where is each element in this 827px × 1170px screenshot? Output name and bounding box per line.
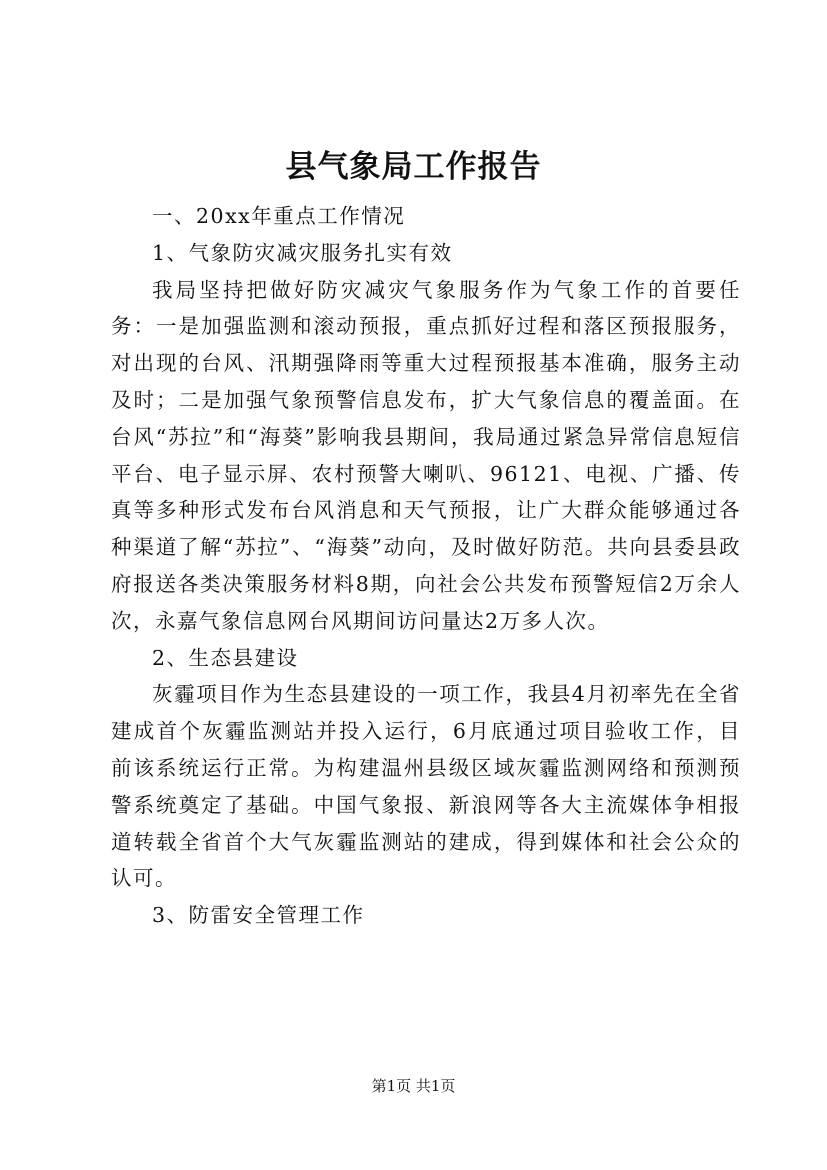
document-body xyxy=(111,198,741,934)
page-footer: 第1页 共1页 xyxy=(371,1077,456,1095)
subsection-heading-3: 3、防雷安全管理工作 xyxy=(152,903,365,928)
paragraph-disaster-service: 我局坚持把做好防灾减灾气象服务作为气象工作的首要任务：一是加强监测和滚动预报，重点抓好过程和落区预报服务，对出现的台风、汛期强降雨等重大过程预报基本准确，服务主动及时；二是加强气象预警信息发布，扩大气象信息的覆盖面。在台风“苏拉”和“海葵”影响我县期间，我局通过紧急异常信息短信平台、电子显示屏、农村预警大喇叭、96121、电视、广播、传真等多种形式发布台风消息和天气预报，让广大群众能够通过各种渠道了解“苏拉”、“海葵”动向，及时做好防范。共向县委县政府报送各类决策服务材料8期，向社会公共发布预警短信2万余人次，永嘉气象信息网台风期间访问量达2万多人次。 xyxy=(111,277,741,633)
subsection-heading-2: 2、生态县建设 xyxy=(152,645,299,670)
paragraph-eco-county: 灰霾项目作为生态县建设的一项工作，我县4月初率先在全省建成首个灰霾监测站并投入运行，6月底通过项目验收工作，目前该系统运行正常。为构建温州县级区域灰霾监测网络和预测预警系统奠定了基础。中国气象报、新浪网等各大主流媒体争相报道转载全省首个大气灰霾监测站的建成，得到媒体和社会公众的认可。 xyxy=(111,682,741,891)
document-title: 县气象局工作报告 xyxy=(285,149,542,185)
subsection-heading-1: 1、气象防灾减灾服务扎实有效 xyxy=(152,240,453,265)
section-heading-1: 一、20xx年重点工作情况 xyxy=(152,204,406,228)
